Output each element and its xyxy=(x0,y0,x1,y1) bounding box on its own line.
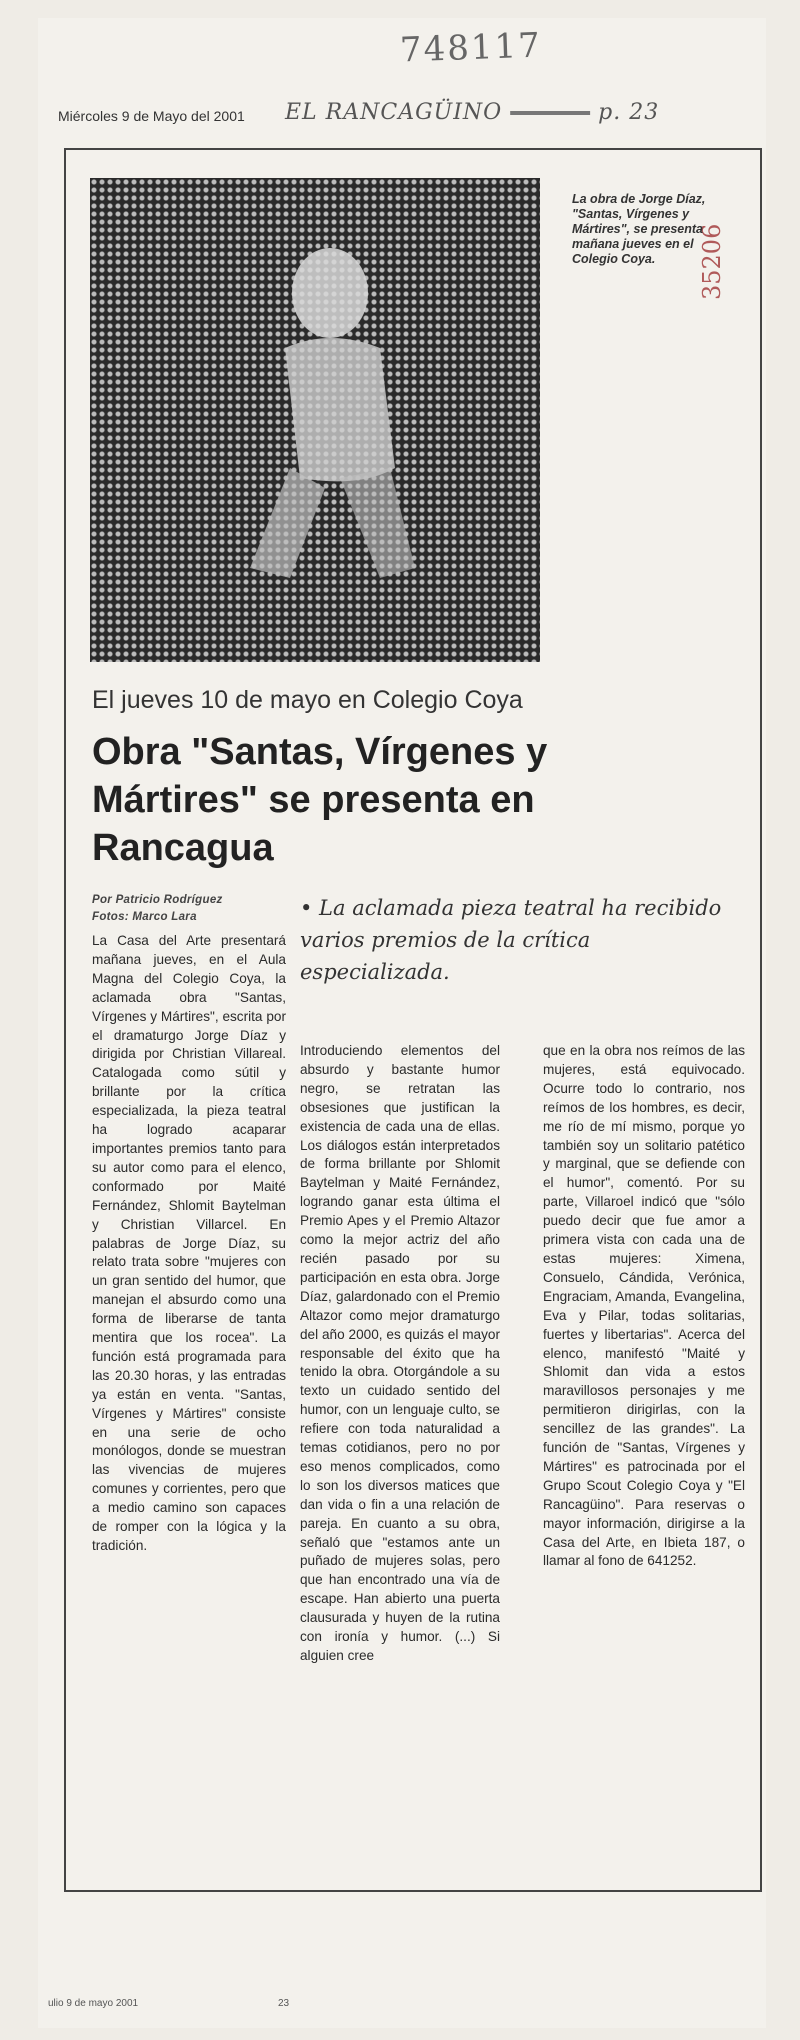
source-page: p. 23 xyxy=(598,100,660,125)
kicker: El jueves 10 de mayo en Colegio Coya xyxy=(92,686,523,714)
handwritten-side-number: 35206 xyxy=(698,223,726,300)
dateline: Miércoles 9 de Mayo del 2001 xyxy=(58,108,245,124)
headline: Obra "Santas, Vírgenes y Mártires" se presenta en Rancagua xyxy=(92,731,548,869)
body-column-2 xyxy=(300,1042,500,1666)
byline: Por Patricio Rodríguez xyxy=(92,894,223,906)
body-text-2: Introduciendo elementos del absurdo y bastante humor negro, se retratan las obsesiones que justifican la existencia de cada una de ellas. Los diálogos están interpretados de forma brillante por Shlomit Baytelman y Maité Fernández, logrando ganar esta última el Premio Apes y el Premio Altazor como la mejor actriz del año recién pasado por su participación en esta obra. Jorge Díaz, galardonado con el Premio Altazor como mejor dramaturgo del año 2000, es quizás el mayor responsable del éxito que ha tenido la obra. Otorgándole a su texto un cuidado sentido del humor, con un lenguaje culto, se refiere con toda naturalidad a temas cotidianos, pero no por eso menos complicados, como lo son los diversos matices que dan vida o fin a una relación de pareja. En cuanto a su obra, señaló que "estamos ante un puñado de mujeres solas, pero que han encontrado una vía de escape. Han abierto una puerta clausurada y huyen de la rutina con ironía y humor. (...) Si alguien cree xyxy=(300,1043,500,1663)
body-column-3 xyxy=(543,1042,745,1571)
source-name: EL RANCAGÜINO xyxy=(285,100,503,125)
lede: • La aclamada pieza teatral ha recibido varios premios de la crítica especializada. xyxy=(300,896,722,984)
footer-page: 23 xyxy=(278,1998,290,2009)
article-photo xyxy=(90,178,540,662)
body-text-3: que en la obra nos reímos de las mujeres, está equivocado. Ocurre todo lo contrario, nos reímos de los hombres, es decir, me río de mí mismo, porque yo también soy un solitario patético y marginal, que se defiende con el humor", comentó. Por su parte, Villaroel indicó que "sólo puedo decir que fue amor a primera vista con cada una de estas mujeres: Ximena, Consuelo, Cándida, Verónica, Engraciam, Amanda, Evangelina, Eva y Pilar, todas solitarias, fuertes y libertarias". Acerca del elenco, manifestó "Maité y Shlomit dan vida a estos maravillosos personajes y me permitieron dirigirlas, con la sencillez de las grandes". La función de "Santas, Vírgenes y Mártires" es patrocinada por el Grupo Scout Colegio Coya y "El Rancagüino". Para reservas o mayor información, dirigirse a la Casa del Arte, en Ibieta 187, o llamar al fono de 641252. xyxy=(543,1043,745,1569)
struck-text xyxy=(510,100,590,125)
handwritten-source xyxy=(285,100,659,125)
photo-caption: La obra de Jorge Díaz, "Santas, Vírgenes y Mártires", se presenta mañana jueves en el Colegio Coya. xyxy=(572,192,706,266)
seated-actress-figure xyxy=(230,238,420,598)
body-column-1 xyxy=(92,932,286,1556)
footer-date: ulio 9 de mayo 2001 xyxy=(48,1998,139,2009)
body-text-1: La Casa del Arte presentará mañana jueves, en el Aula Magna del Colegio Coya, la aclamada obra "Santas, Vírgenes y Mártires", escrita por el dramaturgo Jorge Díaz y dirigida por Christian Villareal. Catalogada como sútil y brillante por la crítica especializada, la pieza teatral ha logrado acaparar importantes premios tanto para su autor como para el elenco, conformado por Maité Fernández, Shlomit Baytelman y Christian Villarcel. En palabras de Jorge Díaz, su relato trata sobre "mujeres con un gran sentido del humor, que manejan el absurdo como una forma de liberarse de tanta mentira que los rocea". La función está programada para las 20.30 horas, y las entradas ya están en venta. "Santas, Vírgenes y Mártires" consiste en una serie de ocho monólogos, donde se muestran las vivencias de mujeres comunes y corrientes, pero que a medio camino son capaces de romper con la lógica y la tradición. xyxy=(92,933,286,1553)
handwritten-catalog-number: 748117 xyxy=(399,25,543,71)
credits xyxy=(92,892,223,926)
photo-credit: Fotos: Marco Lara xyxy=(92,911,197,923)
